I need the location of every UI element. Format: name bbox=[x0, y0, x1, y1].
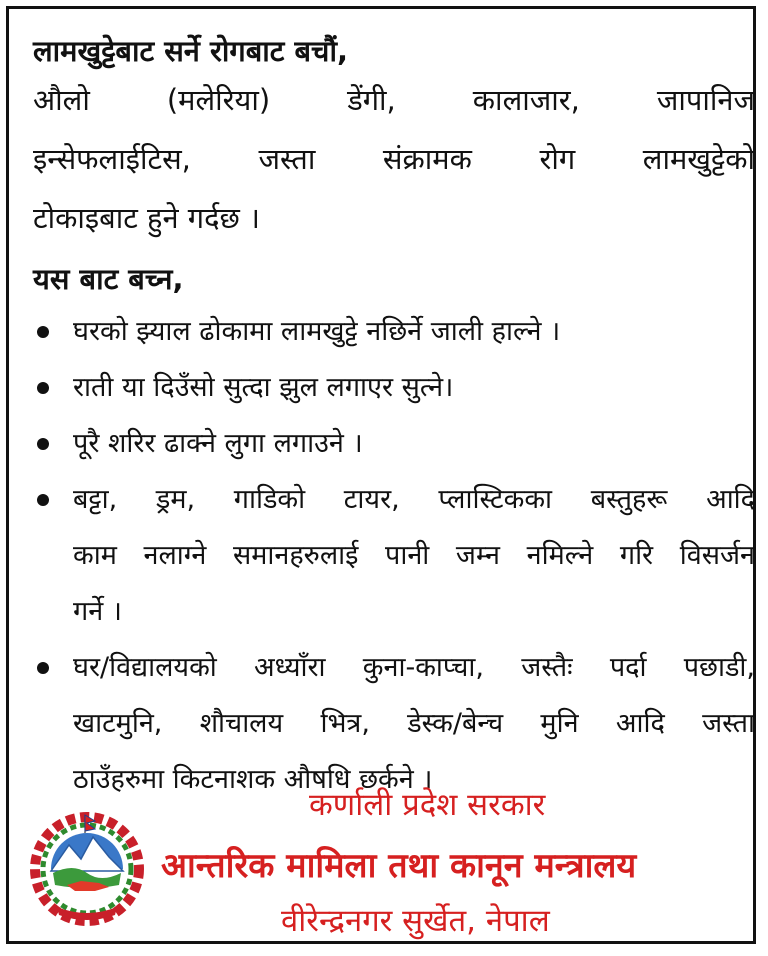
list-item-line: गर्ने । bbox=[73, 596, 123, 627]
government-name: कर्णाली प्रदेश सरकार bbox=[309, 787, 546, 823]
poster-footer bbox=[9, 779, 759, 949]
list-item-line: पूरै शरिर ढाक्ने लुगा लगाउने । bbox=[73, 428, 363, 459]
bullet-icon bbox=[37, 438, 49, 450]
bullet-icon bbox=[37, 382, 49, 394]
ministry-name: आन्तरिक मामिला तथा कानून मन्त्रालय bbox=[161, 846, 637, 886]
list-item bbox=[33, 360, 755, 416]
bullet-icon bbox=[37, 662, 49, 674]
nepal-emblem-icon bbox=[29, 811, 145, 927]
list-item-line: काम नलाग्ने समानहरुलाई पानी जम्न नमिल्ने गरि विसर्जन bbox=[73, 540, 755, 571]
list-item-line: बट्टा, ड्रम, गाडिको टायर, प्लास्टिकका बस्तुहरू आदि bbox=[73, 484, 755, 515]
prevention-list bbox=[33, 304, 755, 808]
bullet-icon bbox=[37, 494, 49, 506]
prevention-heading: यस बाट बच्न, bbox=[33, 262, 184, 296]
office-address: वीरेन्द्रनगर सुर्खेत, नेपाल bbox=[281, 903, 550, 939]
intro-paragraph bbox=[33, 71, 755, 248]
main-heading: लामखुट्टेबाट सर्ने रोगबाट बचौं, bbox=[33, 34, 348, 68]
list-item-line: ठाउँहरुमा किटनाशक औषधि छर्कने । bbox=[73, 764, 433, 795]
list-item bbox=[33, 472, 755, 640]
intro-line: औलो (मलेरिया) डेंगी, कालाजार, जापानिज bbox=[33, 83, 755, 117]
poster-content bbox=[33, 31, 755, 808]
list-item-line: घरको झ्याल ढोकामा लामखुट्टे नछिर्ने जाली हाल्ने । bbox=[73, 316, 561, 347]
intro-line: इन्सेफलाईटिस, जस्ता संक्रामक रोग लामखुट्टेको bbox=[33, 142, 755, 176]
list-item-line: घर/विद्यालयको अध्याँरा कुना-काप्चा, जस्तैः पर्दा पछाडी, bbox=[73, 652, 755, 683]
list-item-line: राती या दिउँसो सुत्दा झुल लगाएर सुत्ने। bbox=[73, 372, 454, 403]
bullet-icon bbox=[37, 326, 49, 338]
list-item bbox=[33, 304, 755, 360]
intro-line: टोकाइबाट हुने गर्दछ । bbox=[33, 201, 261, 235]
list-item-line: खाटमुनि, शौचालय भित्र, डेस्क/बेन्च मुनि आदि जस्ता bbox=[73, 708, 755, 739]
poster-frame bbox=[6, 6, 756, 944]
list-item bbox=[33, 416, 755, 472]
